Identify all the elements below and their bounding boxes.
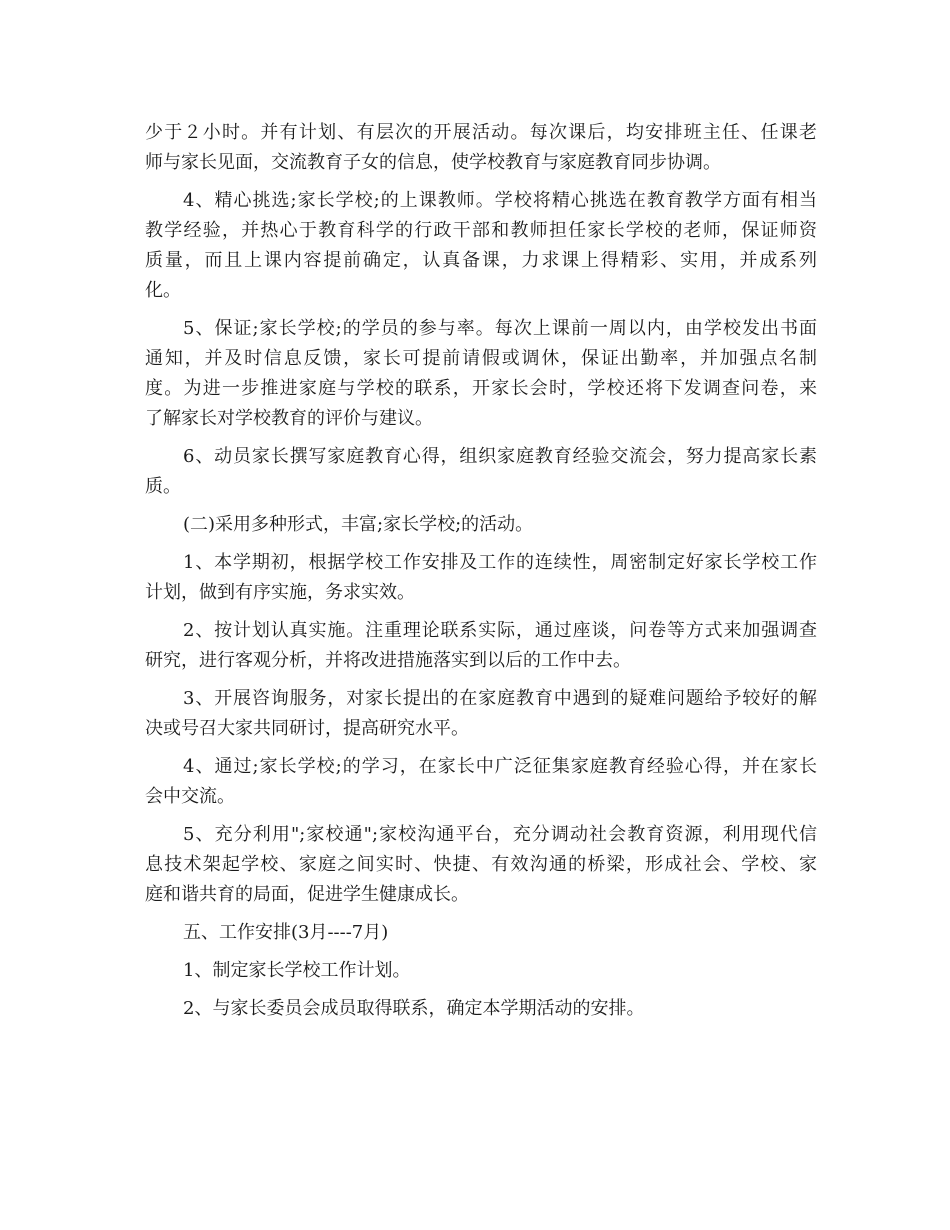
paragraph <box>145 616 817 676</box>
text-line: 1、制定家长学校工作计划。 <box>183 960 411 981</box>
text-line: 少于２小时。并有计划、有层次的开展活动。每次课后，均安排班主任、任课老 <box>145 122 817 143</box>
text-line: 息技术架起学校、家庭之间实时、快捷、有效沟通的桥梁，形成社会、学校、家 <box>145 854 817 875</box>
list-item <box>145 956 817 986</box>
paragraph <box>145 442 817 502</box>
paragraph <box>145 186 817 306</box>
text-line: 质量，而且上课内容提前确定，认真备课，力求课上得精彩、实用，并成系列 <box>145 250 817 271</box>
text-line: 1、本学期初，根据学校工作安排及工作的连续性，周密制定好家长学校工作 <box>183 552 817 573</box>
text-line: 教学经验，并热心于教育科学的行政干部和教师担任家长学校的老师，保证师资 <box>145 220 817 241</box>
text-line: 化。 <box>145 280 181 301</box>
text-line: 了解家长对学校教育的评价与建议。 <box>145 408 433 429</box>
text-line: 研究，进行客观分析，并将改进措施落实到以后的工作中去。 <box>145 650 631 671</box>
text-line: 2、与家长委员会成员取得联系，确定本学期活动的安排。 <box>183 998 645 1019</box>
text-line: 度。为进一步推进家庭与学校的联系，开家长会时，学校还将下发调查问卷，来 <box>145 378 817 399</box>
paragraph <box>145 118 817 178</box>
text-line: 质。 <box>145 476 181 497</box>
text-line: 通知，并及时信息反馈，家长可提前请假或调休，保证出勤率，并加强点名制 <box>145 348 817 369</box>
paragraph <box>145 548 817 608</box>
text-line: 2、按计划认真实施。注重理论联系实际，通过座谈，问卷等方式来加强调查 <box>183 620 817 641</box>
text-line: 5、充分利用";家校通";家校沟通平台，充分调动社会教育资源，利用现代信 <box>183 824 817 845</box>
list-item <box>145 994 817 1024</box>
paragraph <box>145 314 817 434</box>
text-line: 6、动员家长撰写家庭教育心得，组织家庭教育经验交流会，努力提高家长素 <box>183 446 817 467</box>
paragraph <box>145 684 817 744</box>
section-heading <box>145 918 817 948</box>
text-line: 决或号召大家共同研讨，提高研究水平。 <box>145 718 469 739</box>
text-line: 会中交流。 <box>145 786 235 807</box>
text-line: 4、精心挑选;家长学校;的上课教师。学校将精心挑选在教育教学方面有相当 <box>183 190 817 211</box>
text-line: 计划，做到有序实施，务求实效。 <box>145 582 415 603</box>
paragraph <box>145 820 817 910</box>
paragraph <box>145 752 817 812</box>
text-line: 五、工作安排(3月----7月) <box>183 922 389 943</box>
text-line: 5、保证;家长学校;的学员的参与率。每次上课前一周以内，由学校发出书面 <box>183 318 817 339</box>
text-line: 4、通过;家长学校;的学习，在家长中广泛征集家庭教育经验心得，并在家长 <box>183 756 817 777</box>
text-line: 庭和谐共育的局面，促进学生健康成长。 <box>145 884 469 905</box>
text-line: (二)采用多种形式，丰富;家长学校;的活动。 <box>183 514 534 535</box>
section-heading <box>145 510 817 540</box>
text-line: 师与家长见面，交流教育子女的信息，使学校教育与家庭教育同步协调。 <box>145 152 721 173</box>
text-line: 3、开展咨询服务，对家长提出的在家庭教育中遇到的疑难问题给予较好的解 <box>183 688 817 709</box>
document-body <box>145 118 817 1024</box>
